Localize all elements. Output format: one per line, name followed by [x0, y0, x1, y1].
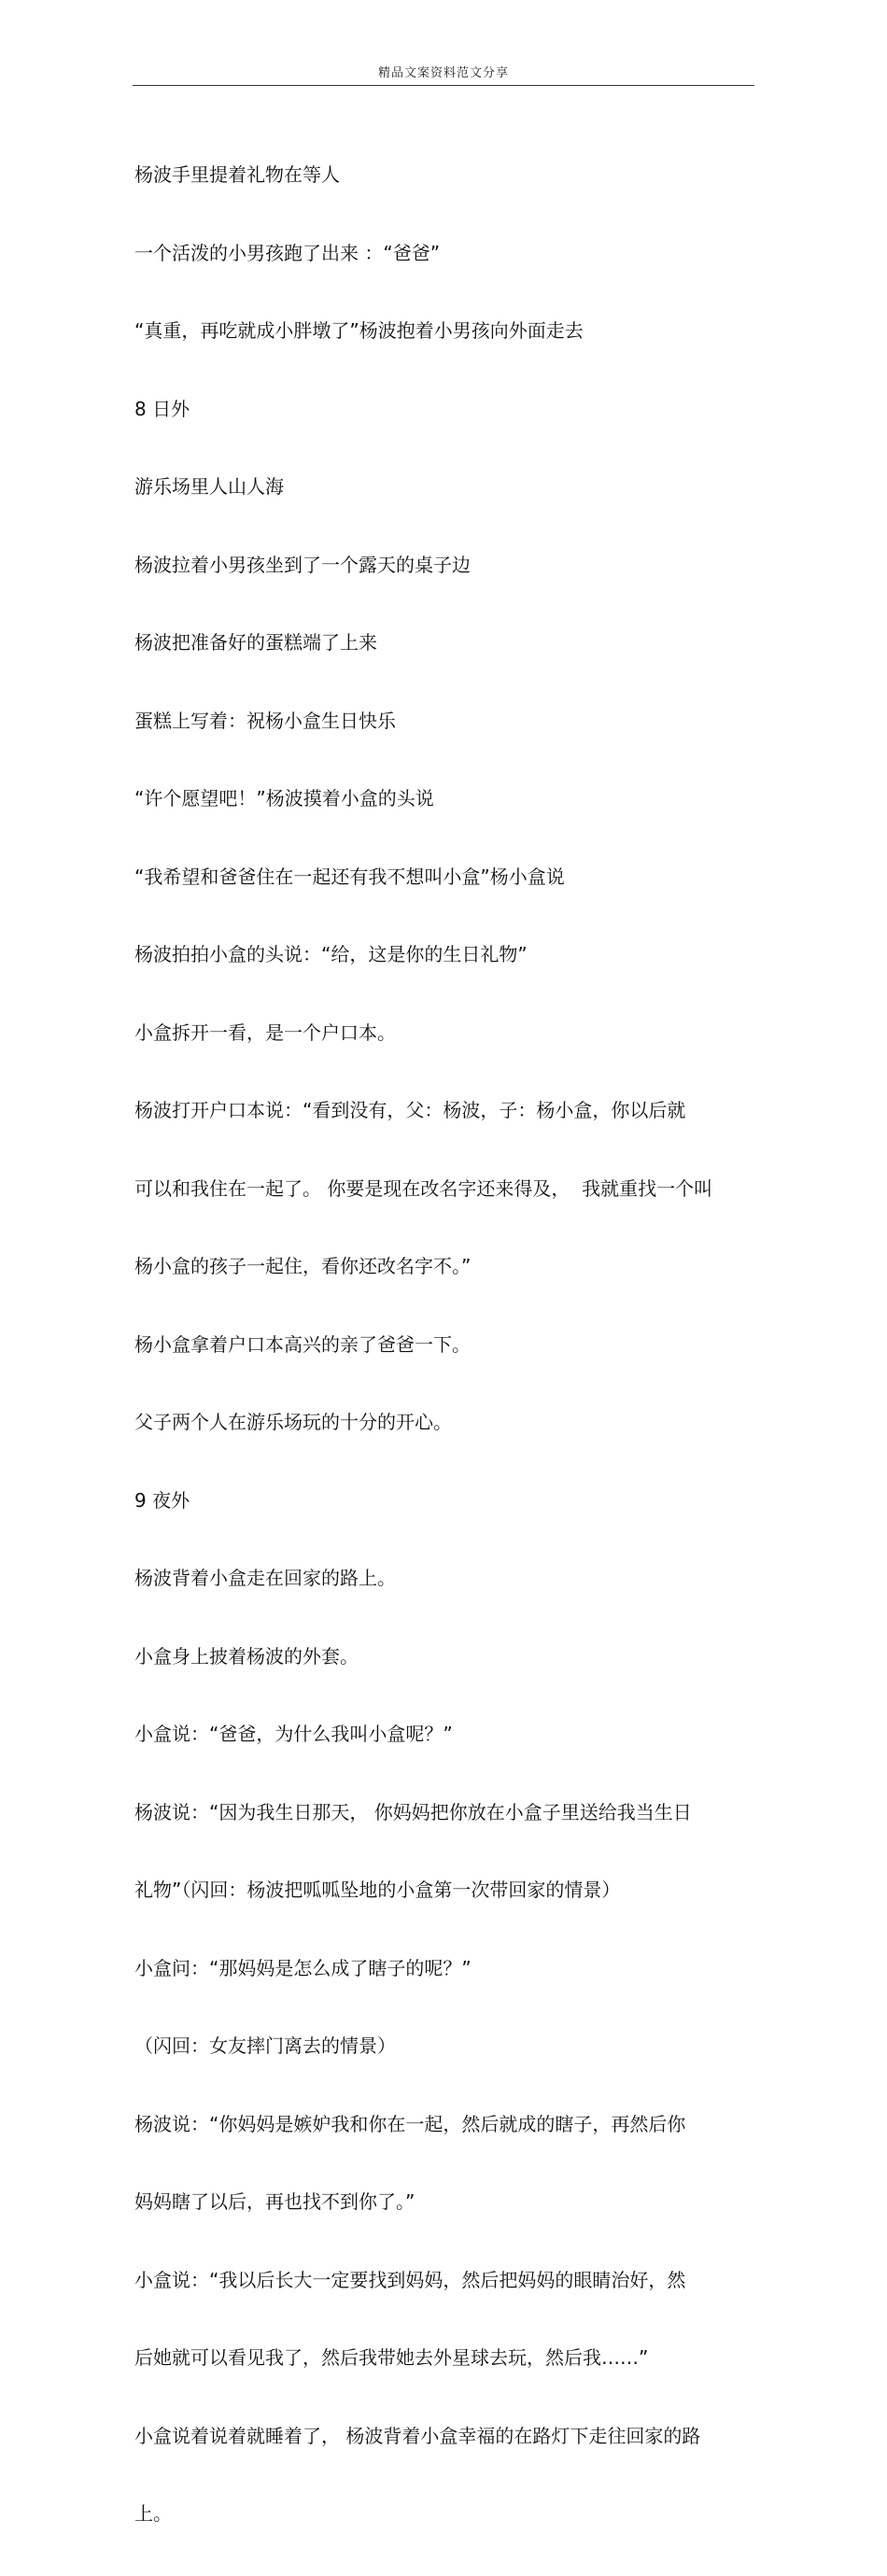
text-line: 可以和我住在一起了。 你要是现在改名字还来得及， 我就重找一个叫 — [134, 1176, 713, 1200]
page-header-title: 精品文案资料范文分享 — [377, 66, 509, 80]
scene-heading: 9 夜外 — [134, 1488, 190, 1512]
text-line: 蛋糕上写着：祝杨小盒生日快乐 — [134, 709, 396, 732]
text-line: “我希望和爸爸住在一起还有我不想叫小盒”杨小盒说 — [134, 865, 565, 888]
text-line: 妈妈瞎了以后，再也找不到你了。” — [134, 2190, 415, 2213]
text-line: 上。 — [134, 2502, 172, 2525]
text-line: “许个愿望吧！”杨波摸着小盒的头说 — [134, 787, 434, 809]
text-line: 小盒说着说着就睡着了， 杨波背着小盒幸福的在路灯下走往回家的路 — [134, 2424, 701, 2447]
text-line: 小盒身上披着杨波的外套。 — [134, 1644, 359, 1668]
text-line: 杨小盒的孩子一起住，看你还改名字不。” — [134, 1255, 472, 1277]
text-line: 礼物”（闪回：杨波把呱呱坠地的小盒第一次带回家的情景） — [134, 1879, 621, 1901]
text-line: 杨波拉着小男孩坐到了一个露天的桌子边 — [134, 553, 471, 576]
text-line: 一个活泼的小男孩跑了出来 ：“爸爸” — [134, 241, 441, 264]
text-line: 杨小盒拿着户口本高兴的亲了爸爸一下。 — [134, 1332, 471, 1356]
document-body — [134, 114, 751, 2576]
text-line: 杨波打开户口本说：“看到没有，父：杨波，子：杨小盒，你以后就 — [134, 1099, 686, 1121]
text-line: （闪回：女友摔门离去的情景） — [134, 2034, 396, 2057]
text-line: 杨波拍拍小盒的头说：“给，这是你的生日礼物” — [134, 943, 528, 965]
header-divider — [133, 85, 754, 86]
text-line: 杨波背着小盒走在回家的路上。 — [134, 1567, 396, 1589]
text-line: 杨波把准备好的蛋糕端了上来 — [134, 631, 377, 654]
text-line: 小盒拆开一看，是一个户口本。 — [134, 1021, 396, 1044]
text-line: 杨波说：“因为我生日那天， 你妈妈把你放在小盒子里送给我当生日 — [134, 1800, 692, 1823]
text-line: 小盒说：“爸爸，为什么我叫小盒呢？” — [134, 1723, 453, 1745]
text-line: “真重，再吃就成小胖墩了”杨波抱着小男孩向外面走去 — [134, 319, 584, 342]
text-line: 杨波说：“你妈妈是嫉妒我和你在一起，然后就成的瞎子，再然后你 — [134, 2112, 686, 2135]
text-line: 后她就可以看见我了，然后我带她去外星球去玩，然后我……” — [134, 2346, 649, 2369]
text-line: 游乐场里人山人海 — [134, 475, 284, 498]
text-line: 小盒问：“那妈妈是怎么成了瞎子的呢？” — [134, 1956, 472, 1979]
scene-heading: 8 日外 — [134, 397, 190, 420]
text-line: 杨波手里提着礼物在等人 — [134, 163, 340, 186]
text-line: 小盒说：“我以后长大一定要找到妈妈，然后把妈妈的眼睛治好，然 — [134, 2268, 686, 2291]
text-line: 父子两个人在游乐场玩的十分的开心。 — [134, 1411, 452, 1433]
